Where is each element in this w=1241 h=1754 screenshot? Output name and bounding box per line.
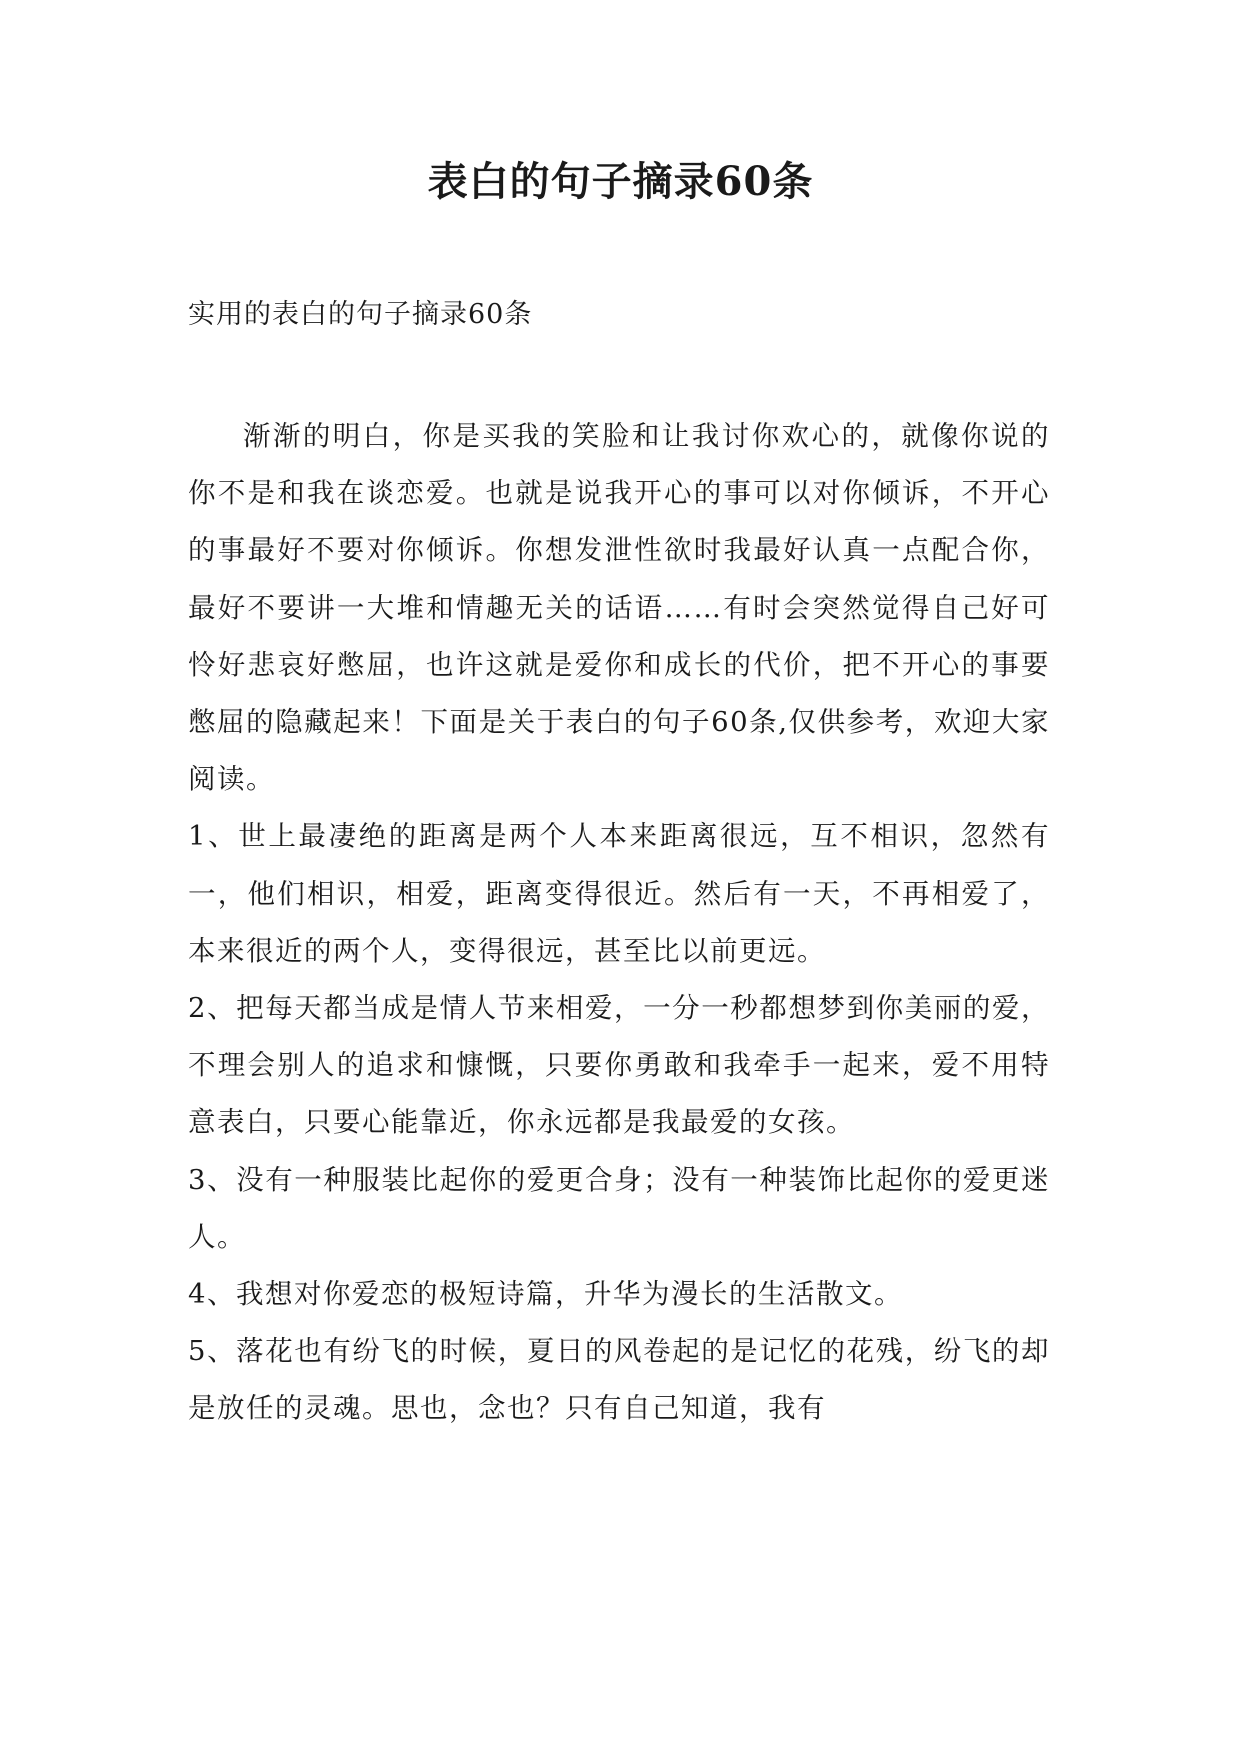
list-item: 3、没有一种服装比起你的爱更合身；没有一种装饰比起你的爱更迷人。: [188, 1163, 1050, 1253]
list-item: 2、把每天都当成是情人节来相爱，一分一秒都想梦到你美丽的爱，不理会别人的追求和慷慨，只要你勇敢和我牵手一起来，爱不用特意表白，只要心能靠近，你永远都是我最爱的女孩。: [188, 992, 1050, 1139]
list-item: 4、我想对你爱恋的极短诗篇，升华为漫长的生活散文。: [188, 1278, 903, 1311]
list-item: 1、世上最凄绝的距离是两个人本来距离很远，互不相识，忽然有一，他们相识，相爱，距离变得很近。然后有一天，不再相爱了，本来很近的两个人，变得很远，甚至比以前更远。: [188, 820, 1050, 967]
document-body: [188, 408, 1050, 1438]
document-title: 表白的句子摘录60条: [427, 158, 814, 205]
list-item: 5、落花也有纷飞的时候，夏日的风卷起的是记忆的花残，纷飞的却是放任的灵魂。思也，念也？只有自己知道，我有: [188, 1335, 1050, 1425]
intro-paragraph: 渐渐的明白，你是买我的笑脸和让我讨你欢心的，就像你说的你不是和我在谈恋爱。也就是说我开心的事可以对你倾诉，不开心的事最好不要对你倾诉。你想发泄性欲时我最好认真一点配合你，最好不要讲一大堆和情趣无关的话语……有时会突然觉得自己好可怜好悲哀好憋屈，也许这就是爱你和成长的代价，把不开心的事要憋屈的隐藏起来！下面是关于表白的句子60条,仅供参考，欢迎大家阅读。: [188, 420, 1050, 796]
document-subtitle: 实用的表白的句子摘录60条: [188, 299, 533, 330]
